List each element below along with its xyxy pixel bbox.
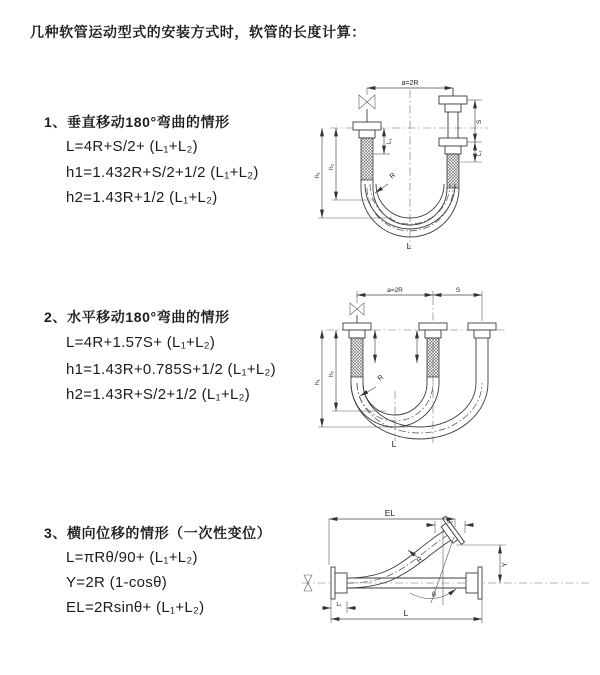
dim-label-s: S xyxy=(476,119,483,124)
hose-assembly xyxy=(331,516,482,599)
section-2-heading: 2、水平移动180°弯曲的情形 xyxy=(44,309,230,325)
centerlines xyxy=(330,90,488,248)
radius-label: R xyxy=(415,555,425,565)
dim-label-y: Y xyxy=(502,562,509,567)
braid-right xyxy=(447,154,459,188)
valve-symbol xyxy=(359,88,375,122)
section-3-formula-L: L=πRθ/90+ (L₁+L₂) xyxy=(66,549,198,566)
radius-label: R xyxy=(376,373,386,383)
section-2-formula-L: L=4R+1.57S+ (L₁+L₂) xyxy=(66,334,216,351)
section-2-formula-h1: h1=1.43R+0.785S+1/2 (L₁+L₂) xyxy=(66,361,276,378)
dim-label-a2r: a=2R xyxy=(401,80,419,87)
page-title: 几种软管运动型式的安装方式时，软管的长度计算： xyxy=(30,24,366,40)
dim-label-s: S xyxy=(455,287,461,294)
section-1-formula-L: L=4R+S/2+ (L₁+L₂) xyxy=(66,138,198,155)
dim-label-h2: h₂ xyxy=(328,163,335,170)
section-3-formula-EL: EL=2Rsinθ+ (L₁+L₂) xyxy=(66,599,205,616)
radius-label: R xyxy=(388,171,398,181)
length-label: L xyxy=(406,241,412,251)
section-1-heading: 1、垂直移动180°弯曲的情形 xyxy=(44,114,230,130)
dim-label-l1: L₁ xyxy=(336,602,342,608)
section-3-heading: 3、横向位移的情形（一次性变位） xyxy=(44,525,272,541)
braid-left xyxy=(351,338,363,377)
braid-middle xyxy=(427,338,439,377)
section-3-formula-Y: Y=2R (1-cosθ) xyxy=(66,574,168,591)
braid-left xyxy=(361,138,373,180)
dim-label-h2: h₂ xyxy=(328,370,335,377)
section-1-formula-h1: h1=1.432R+S/2+1/2 (L₁+L₂) xyxy=(66,164,259,181)
length-label: L xyxy=(391,439,397,449)
dim-label-h1: h₁ xyxy=(314,379,321,385)
diagram-lateral-displacement xyxy=(298,503,596,643)
diagram-vertical-180-bend xyxy=(312,76,592,258)
dim-label-l: L xyxy=(403,608,409,618)
dim-label-l1: L₁ xyxy=(387,138,393,144)
construction-lines xyxy=(408,529,456,605)
dim-label-a2r: a=2R xyxy=(387,287,403,294)
angle-label: θ xyxy=(432,592,436,599)
dim-label-l2: L₂ xyxy=(447,519,453,525)
hose-assembly xyxy=(343,323,496,439)
dim-label-h1: h₁ xyxy=(314,172,321,178)
section-1-formula-h2: h2=1.43R+1/2 (L₁+L₂) xyxy=(66,189,218,206)
section-2-formula-h2: h2=1.43R+S/2+1/2 (L₁+L₂) xyxy=(66,386,251,403)
diagram-horizontal-180-bend xyxy=(310,283,598,451)
dimensions xyxy=(314,287,482,449)
dim-label-l2: L₂ xyxy=(477,150,483,156)
valve-symbol xyxy=(350,295,364,323)
dimensions xyxy=(322,508,509,623)
dim-label-el: EL xyxy=(384,508,396,518)
